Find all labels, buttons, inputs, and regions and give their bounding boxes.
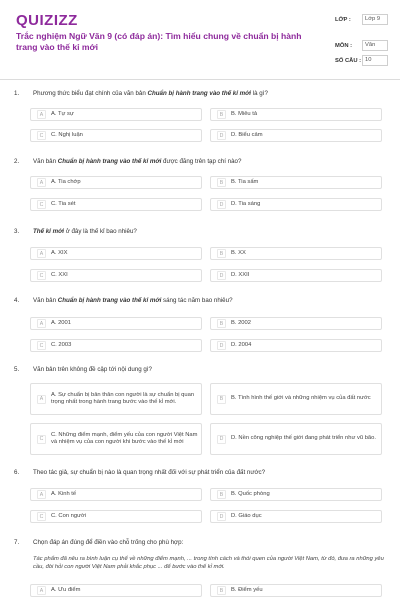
- question-count-label: SỐ CÂU :: [335, 58, 362, 64]
- option-a[interactable]: A A. Tự sự: [30, 108, 202, 121]
- option-d[interactable]: D D. Biểu cảm: [210, 129, 382, 142]
- question-number: 3.: [14, 228, 20, 235]
- option-a[interactable]: A A. Tia chớp: [30, 176, 202, 189]
- option-d[interactable]: D D. Tia sáng: [210, 198, 382, 211]
- option-a[interactable]: A A. 2001: [30, 317, 202, 330]
- question-count-value: 10: [362, 55, 388, 66]
- option-c[interactable]: C C. XXI: [30, 269, 202, 282]
- question-number: 1.: [14, 90, 20, 97]
- option-a[interactable]: A A. XIX: [30, 247, 202, 260]
- option-c[interactable]: C C. Nghị luận: [30, 129, 202, 142]
- option-b[interactable]: B B. 2002: [210, 317, 382, 330]
- option-c[interactable]: C C. Tia sét: [30, 198, 202, 211]
- grade-label: LỚP :: [335, 17, 351, 23]
- option-b[interactable]: B B. Quốc phòng: [210, 488, 382, 501]
- subject-value: Văn: [362, 40, 388, 51]
- question-text: Văn bản trên không đề cập tới nội dung gì?: [33, 366, 152, 373]
- question-text: Văn bản Chuẩn bị hành trang vào thế kỉ mới được đăng trên tạp chí nào?: [33, 158, 242, 165]
- question-text: Theo tác giả, sự chuẩn bị nào là quan trọng nhất đối với sự phát triển của đất nước?: [33, 469, 266, 476]
- subject-label: MÔN :: [335, 43, 353, 49]
- option-c[interactable]: C C. 2003: [30, 339, 202, 352]
- page-title: Trắc nghiệm Ngữ Văn 9 (có đáp án): Tìm hiểu chung về chuẩn bị hành trang vào thế kỉ mới: [16, 31, 302, 52]
- option-c[interactable]: C C. Con người: [30, 510, 202, 523]
- question-number: 6.: [14, 469, 20, 476]
- question-number: 4.: [14, 297, 20, 304]
- option-d[interactable]: D D. 2004: [210, 339, 382, 352]
- option-b[interactable]: B B. Tia sấm: [210, 176, 382, 189]
- question-number: 2.: [14, 158, 20, 165]
- grade-value: Lớp 9: [362, 14, 388, 25]
- option-d[interactable]: D D. Giáo dục: [210, 510, 382, 523]
- option-a[interactable]: A A. Ưu điểm: [30, 584, 202, 597]
- question-passage: Tác phẩm đã nêu ra bình luận cụ thể về những điểm mạnh, ... trong tính cách và thói quen của người Việt Nam, từ đó, đưa ra những yêu cầu, đòi hỏi con người Việt Nam phải khắc phục ... để bước vào thế kỉ mới.: [33, 556, 384, 570]
- option-b[interactable]: B B. Miêu tả: [210, 108, 382, 121]
- question-number: 7.: [14, 539, 20, 546]
- option-a[interactable]: A A. Sự chuẩn bị bản thân con người là sự chuẩn bị quan trọng nhất trong hành trang bước vào thế kỉ mới.: [30, 383, 202, 415]
- option-a[interactable]: A A. Kinh tế: [30, 488, 202, 501]
- question-number: 5.: [14, 366, 20, 373]
- option-c[interactable]: C C. Những điểm mạnh, điểm yếu của con người Việt Nam và nhiệm vụ của con người khi bước vào thế kỉ mới: [30, 423, 202, 455]
- option-b[interactable]: B B. Điểm yếu: [210, 584, 382, 597]
- question-text: Văn bản Chuẩn bị hành trang vào thế kỉ mới sáng tác năm bao nhiêu?: [33, 297, 233, 304]
- question-text: Chọn đáp án đúng để điền vào chỗ trống cho phù hợp:: [33, 539, 184, 546]
- option-d[interactable]: D D. XXII: [210, 269, 382, 282]
- quizizz-logo[interactable]: QUIZIZZ: [16, 12, 78, 29]
- question-text: Thế kỉ mới ở đây là thế kỉ bao nhiêu?: [33, 228, 137, 235]
- question-text: Phương thức biểu đạt chính của văn bản Chuẩn bị hành trang vào thế kỉ mới là gì?: [33, 90, 268, 97]
- option-b[interactable]: B B. XX: [210, 247, 382, 260]
- header: [0, 0, 400, 80]
- option-b[interactable]: B B. Tình hình thế giới và những nhiệm vụ của đất nước: [210, 383, 382, 415]
- option-d[interactable]: D D. Nền công nghiệp thế giới đang phát triển như vũ bão.: [210, 423, 382, 455]
